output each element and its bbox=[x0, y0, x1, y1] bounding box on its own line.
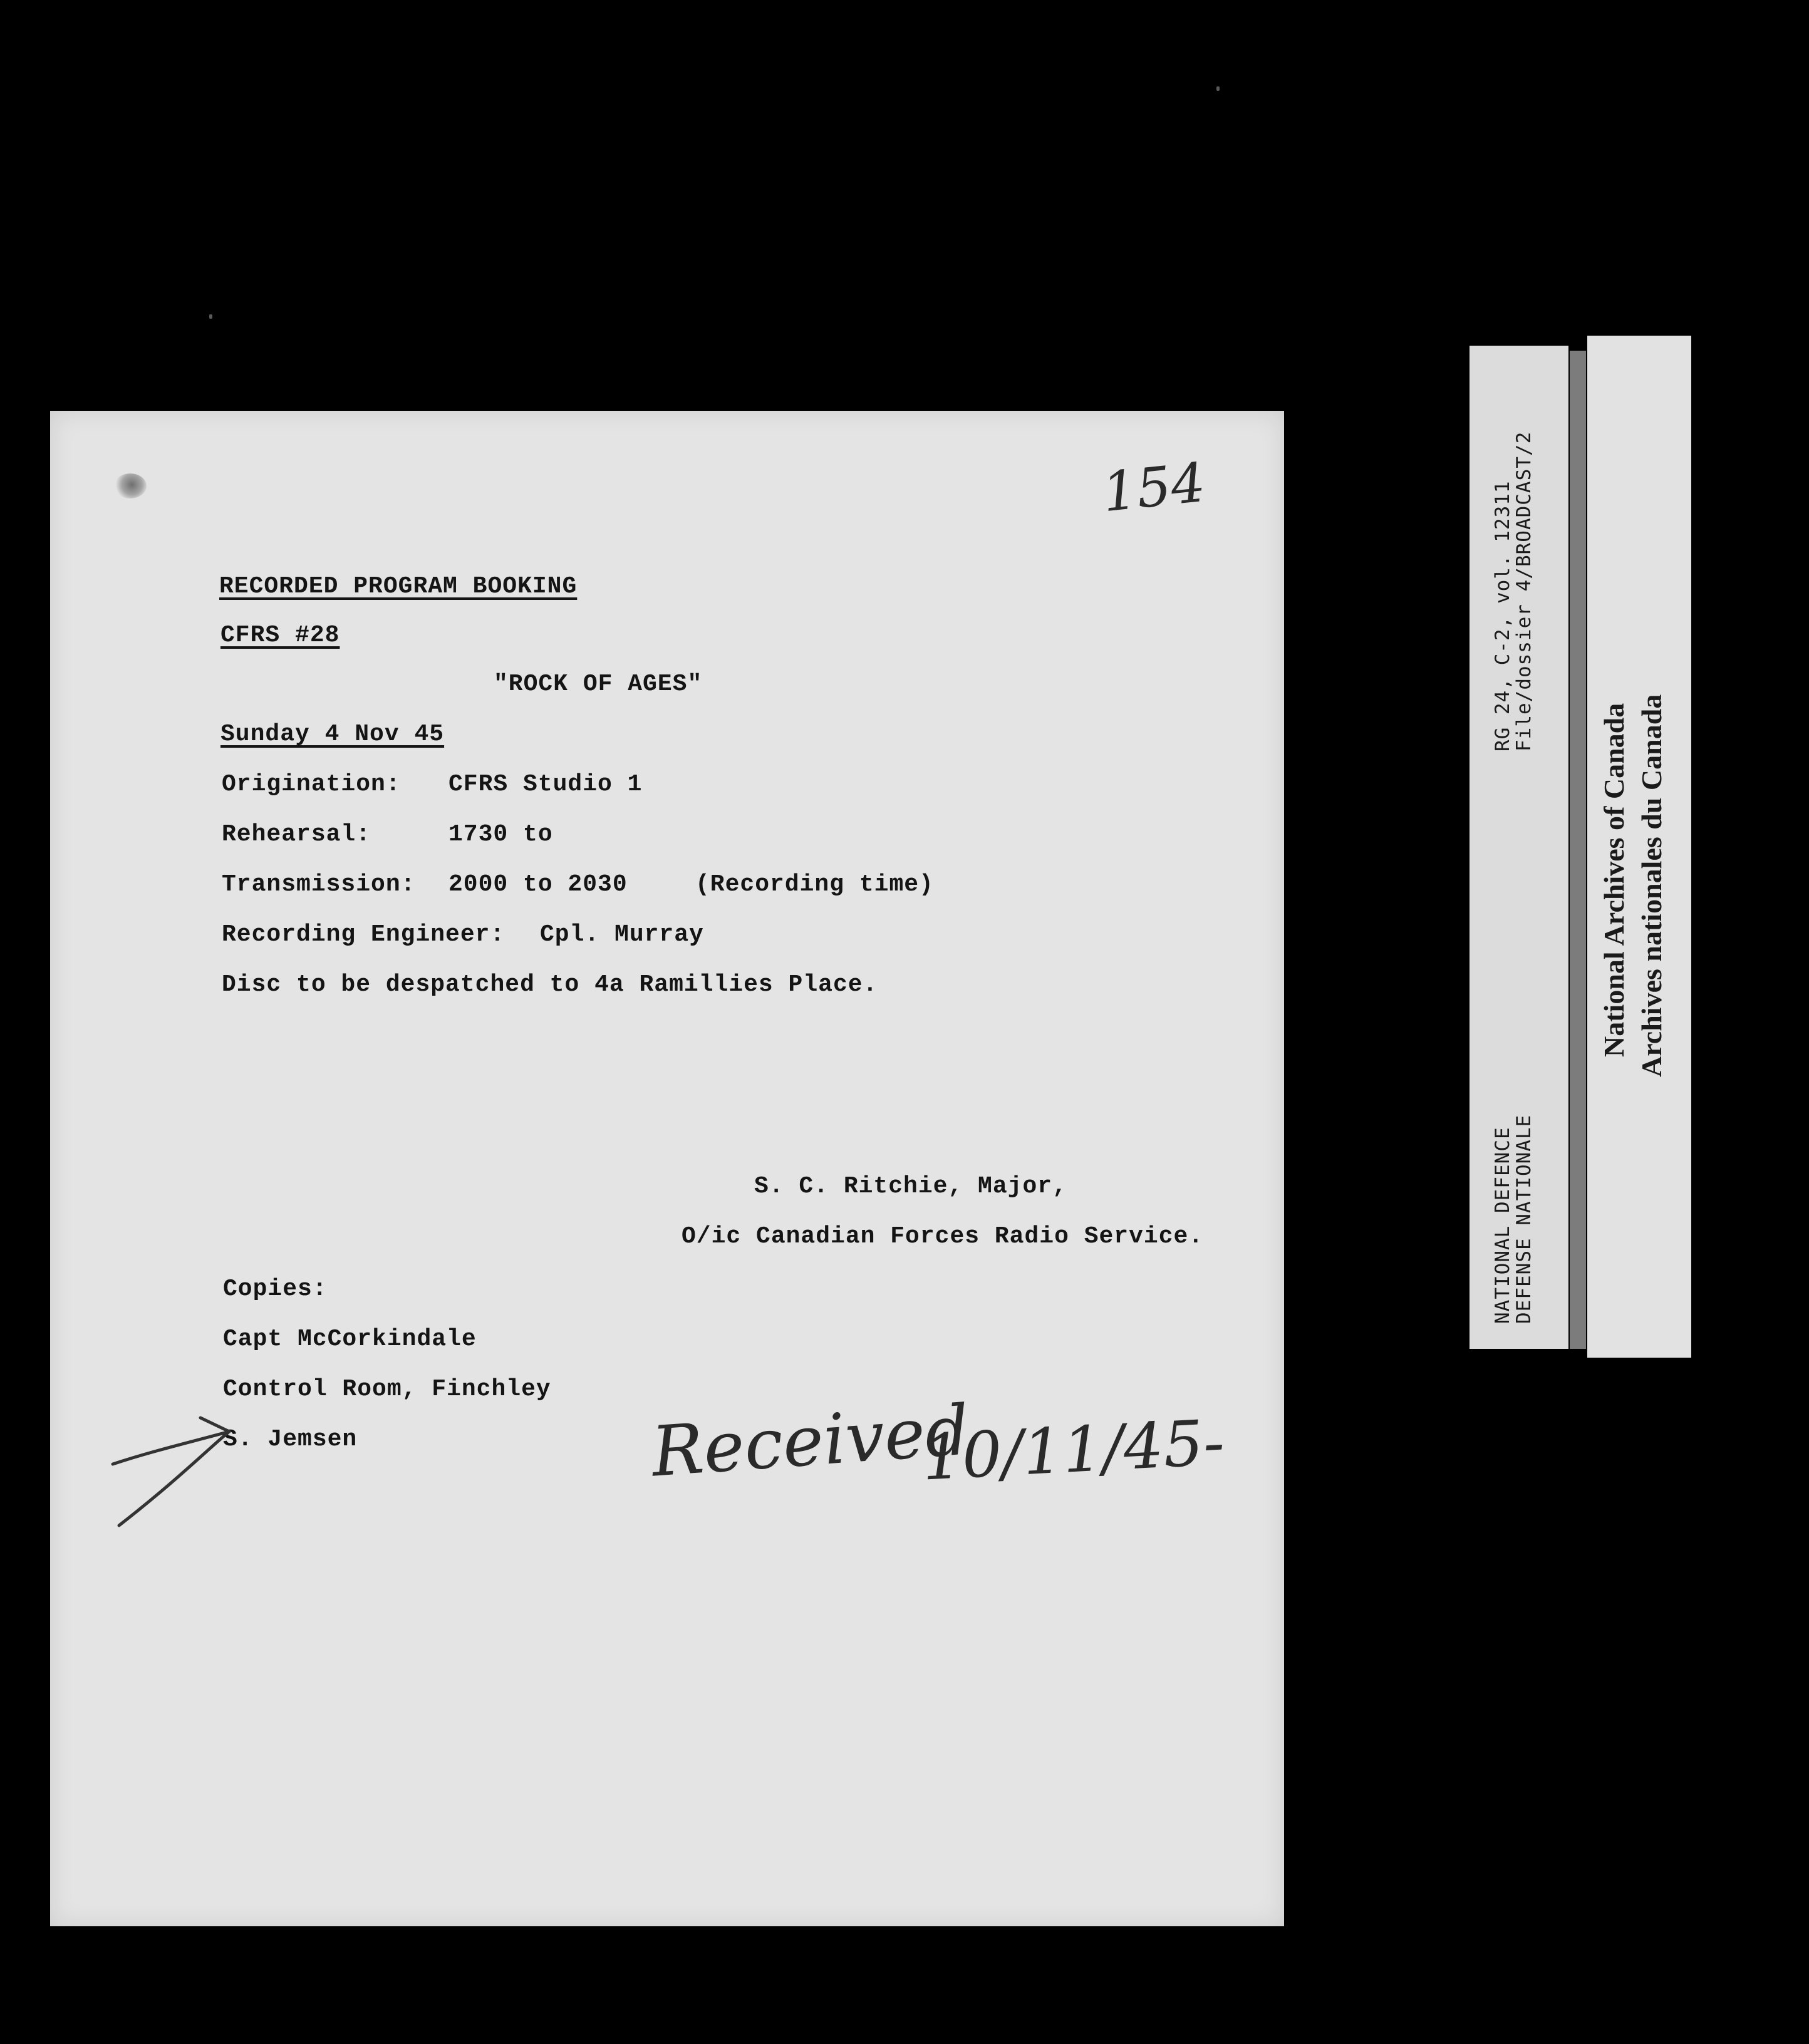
transmission-label: Transmission: bbox=[222, 871, 416, 898]
program-title: "ROCK OF AGES" bbox=[494, 671, 703, 698]
archive-reference-line: RG 24, C-2, vol. 12311 bbox=[1491, 480, 1514, 751]
page-number: 154 bbox=[1099, 451, 1208, 525]
strip-divider bbox=[1570, 351, 1586, 1349]
rehearsal-label: Rehearsal: bbox=[222, 821, 371, 848]
dispatch-note: Disc to be despatched to 4a Ramillies Place. bbox=[222, 971, 878, 998]
copies-recipient: Capt McCorkindale bbox=[223, 1326, 477, 1353]
transmission-note: (Recording time) bbox=[695, 871, 934, 898]
signatory-title: O/ic Canadian Forces Radio Service. bbox=[682, 1223, 1204, 1250]
background-speck bbox=[209, 314, 212, 319]
copies-recipient: S. Jemsen bbox=[223, 1426, 358, 1453]
punch-hole-mark bbox=[114, 473, 147, 498]
signatory-name: S. C. Ritchie, Major, bbox=[754, 1173, 1067, 1200]
origination-value: CFRS Studio 1 bbox=[448, 771, 643, 798]
archive-reference-strip bbox=[1469, 346, 1568, 1349]
archives-name-fr: Archives nationales du Canada bbox=[1635, 694, 1667, 1077]
department-line-fr: DEFENSE NATIONALE bbox=[1513, 1114, 1535, 1324]
broadcast-date: Sunday 4 Nov 45 bbox=[220, 721, 445, 748]
received-date: 10/11/45- bbox=[920, 1405, 1226, 1495]
rehearsal-value: 1730 to bbox=[448, 821, 553, 848]
archive-file-line: File/dossier 4/BROADCAST/2 bbox=[1513, 431, 1535, 751]
copies-recipient: Control Room, Finchley bbox=[223, 1376, 551, 1403]
recording-engineer-value: Cpl. Murray bbox=[540, 921, 704, 948]
handwritten-arrow-mark bbox=[106, 1407, 257, 1532]
archives-name-en: National Archives of Canada bbox=[1598, 703, 1630, 1057]
document-page bbox=[50, 411, 1284, 1926]
origination-label: Origination: bbox=[222, 771, 401, 798]
program-code: CFRS #28 bbox=[220, 622, 340, 649]
recording-engineer-label: Recording Engineer: bbox=[222, 921, 505, 948]
transmission-value: 2000 to 2030 bbox=[448, 871, 628, 898]
document-heading: RECORDED PROGRAM BOOKING bbox=[219, 573, 578, 600]
received-annotation: Received bbox=[649, 1390, 972, 1492]
background-speck bbox=[1216, 86, 1220, 91]
department-line-en: NATIONAL DEFENCE bbox=[1491, 1127, 1514, 1324]
archives-label-strip bbox=[1587, 336, 1691, 1358]
copies-label: Copies: bbox=[223, 1276, 328, 1303]
